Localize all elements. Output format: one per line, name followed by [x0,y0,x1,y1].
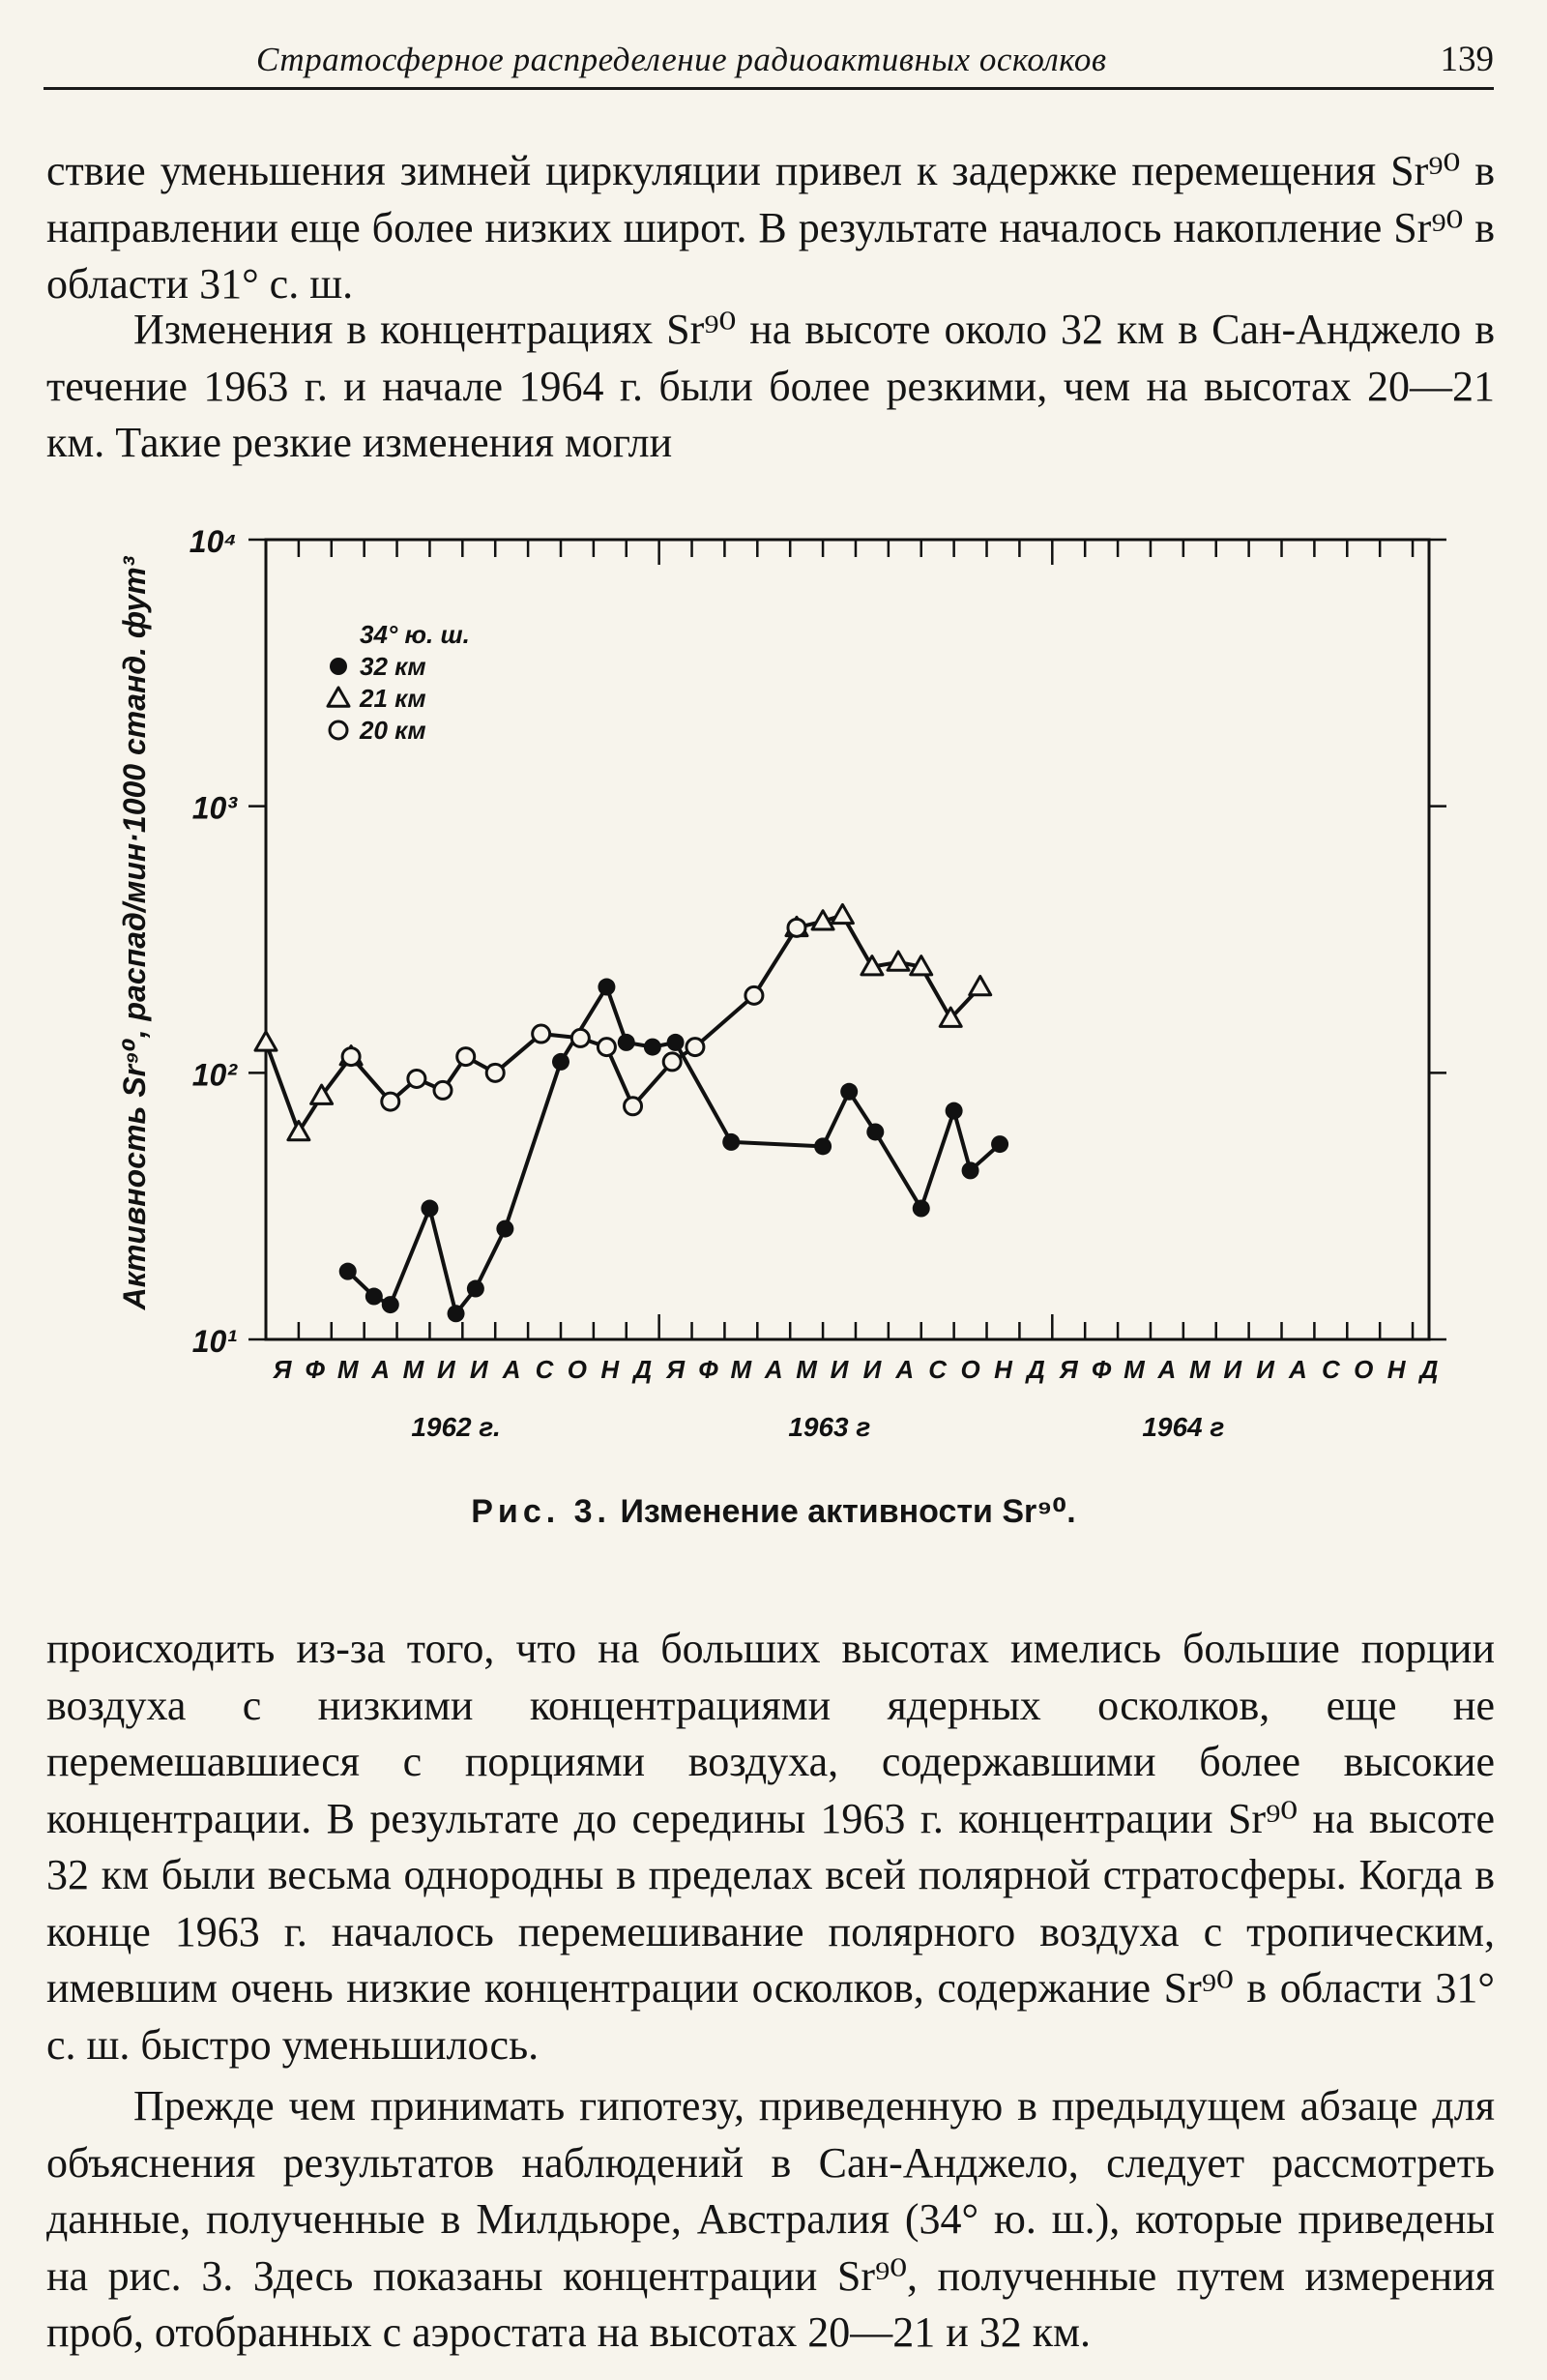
data-point [552,1053,569,1071]
x-month-label: Д [633,1355,653,1384]
y-tick-label: 10⁴ [189,524,237,559]
caption-text: Изменение активности Sr⁹⁰. [620,1493,1076,1530]
data-point [686,1039,704,1056]
series-line [266,1043,351,1132]
running-header [44,29,1494,90]
x-month-label: М [402,1355,424,1384]
x-month-label: Я [666,1355,686,1384]
data-point [382,1296,399,1313]
data-point [365,1288,383,1306]
data-point [467,1280,484,1298]
x-month-label: О [567,1355,588,1384]
x-month-label: Я [273,1355,292,1384]
x-month-label: О [960,1355,980,1384]
running-title: Стратосферное распределение радиоактивных осколков [256,41,1107,78]
legend-title: 34° ю. ш. [360,620,470,649]
x-month-label: С [1321,1355,1340,1384]
chart-series [255,904,1008,1322]
paragraph-1: ствие уменьшения зимней циркуляции привел к задержке перемещения Sr⁹⁰ в направлении еще более низких широт. В результате началось накопление Sr⁹⁰ в области 31° с. ш. [46,147,1495,308]
x-month-label: А [895,1355,915,1384]
data-point [421,1200,438,1218]
legend-entry: 21 км [360,684,426,713]
data-point [788,919,805,936]
data-point [598,1039,615,1056]
x-month-label: Н [1386,1355,1406,1384]
data-point [571,1029,589,1046]
x-month-label: М [730,1355,752,1384]
data-point [625,1098,642,1115]
caption-label: Рис. 3. [471,1493,611,1530]
data-point [991,1135,1008,1153]
data-point [840,1083,858,1101]
legend-marker [328,688,349,706]
x-year-label: 1962 г. [411,1412,501,1442]
data-point [722,1133,740,1151]
x-month-label: А [1157,1355,1177,1384]
data-point [408,1070,425,1087]
data-point [946,1102,963,1120]
data-point [618,1034,635,1051]
y-tick-label: 10¹ [191,1324,237,1359]
x-month-label: Д [1419,1355,1439,1384]
legend-marker [330,721,347,739]
x-month-label: Ф [305,1355,325,1384]
data-point [962,1161,979,1179]
y-tick-label: 10³ [191,790,237,826]
x-month-label: А [502,1355,521,1384]
plot-frame [266,540,1429,1339]
x-month-label: И [469,1355,488,1384]
y-axis-label: Активность Sr⁹⁰, распад/мин·1000 станд. фут³ [117,556,152,1310]
data-point [339,1263,357,1280]
figure-caption [0,1492,1547,1531]
x-month-label: С [928,1355,948,1384]
data-point [486,1064,504,1081]
page-number: 139 [1440,40,1494,79]
x-month-label: И [1256,1355,1274,1384]
activity-chart [0,503,1547,1499]
data-point [644,1039,661,1056]
x-month-label: М [1188,1355,1211,1384]
data-point [533,1025,550,1043]
x-month-label: Я [1059,1355,1078,1384]
x-month-label: И [1223,1355,1242,1384]
figure-3 [0,503,1547,1499]
x-month-label: А [764,1355,783,1384]
x-year-label: 1963 г [788,1412,871,1442]
data-point [745,986,763,1004]
data-point [342,1048,360,1066]
data-point [434,1081,452,1099]
x-year-label: 1964 г [1142,1412,1225,1442]
x-month-label: Ф [698,1355,718,1384]
y-tick-label: 10² [191,1057,237,1093]
paragraph-4: Прежде чем принимать гипотезу, приведенную в предыдущем абзаце для объяснения результатов наблюдений в Сан-Анджело, следует рассмотреть данные, полученные в Милдьюре, Австралия (34° ю. ш.), которые приведены на рис. 3. Здесь показаны концентрации Sr⁹⁰, полученные путем измерения проб, отобранных с аэростата на высотах 20—21 и 32 км. [46,2082,1495,2356]
data-point [496,1220,513,1238]
x-month-label: И [862,1355,882,1384]
chart-legend [328,620,470,745]
series-32-км [339,979,1008,1323]
x-month-label: А [371,1355,390,1384]
data-point [382,1093,399,1110]
x-month-label: М [796,1355,817,1384]
data-point [814,1137,832,1155]
series-20-км [342,919,805,1114]
x-month-label: Н [600,1355,620,1384]
data-point [448,1305,465,1322]
data-point [667,1034,685,1051]
data-point [866,1123,884,1140]
x-month-label: Д [1026,1355,1045,1384]
x-month-label: С [535,1355,554,1384]
data-point [888,952,909,970]
data-point [663,1053,681,1071]
data-point [598,979,615,996]
data-point [913,1200,930,1218]
x-month-label: Н [994,1355,1012,1384]
x-month-label: И [437,1355,455,1384]
paragraph-3: происходить из-за того, что на больших высотах имелись большие порции воздуха с низкими концентрациями ядерных осколков, еще не перемешавшиеся с порциями воздуха, содержавшими более высокие концентрации. В результате до середины 1963 г. концентрации Sr⁹⁰ на высоте 32 км были весьма однородны в пределах всей полярной стратосферы. Когда в конце 1963 г. началось перемешивание полярного воздуха с тропическим, имевшим очень низкие концентрации осколков, содержание Sr⁹⁰ в области 31° с. ш. быстро уменьшилось. [46,1625,1495,2069]
legend-entry: 32 км [360,652,426,681]
data-point [457,1048,475,1066]
x-month-label: А [1289,1355,1307,1384]
x-month-label: Ф [1091,1355,1112,1384]
paragraph-2: Изменения в концентрациях Sr⁹⁰ на высоте около 32 км в Сан-Анджело в течение 1963 г. и начале 1964 г. были более резкими, чем на высотах 20—21 км. Такие резкие изменения могли [46,306,1495,466]
data-point [255,1032,277,1050]
x-month-label: О [1354,1355,1374,1384]
x-month-label: М [1124,1355,1145,1384]
x-month-label: М [336,1355,359,1384]
legend-entry: 20 км [360,716,426,745]
chart-y-axis-label [117,555,152,1310]
x-month-label: И [830,1355,849,1384]
data-point [288,1121,309,1139]
data-point [970,977,991,995]
legend-marker [330,658,347,675]
data-point [832,904,853,923]
